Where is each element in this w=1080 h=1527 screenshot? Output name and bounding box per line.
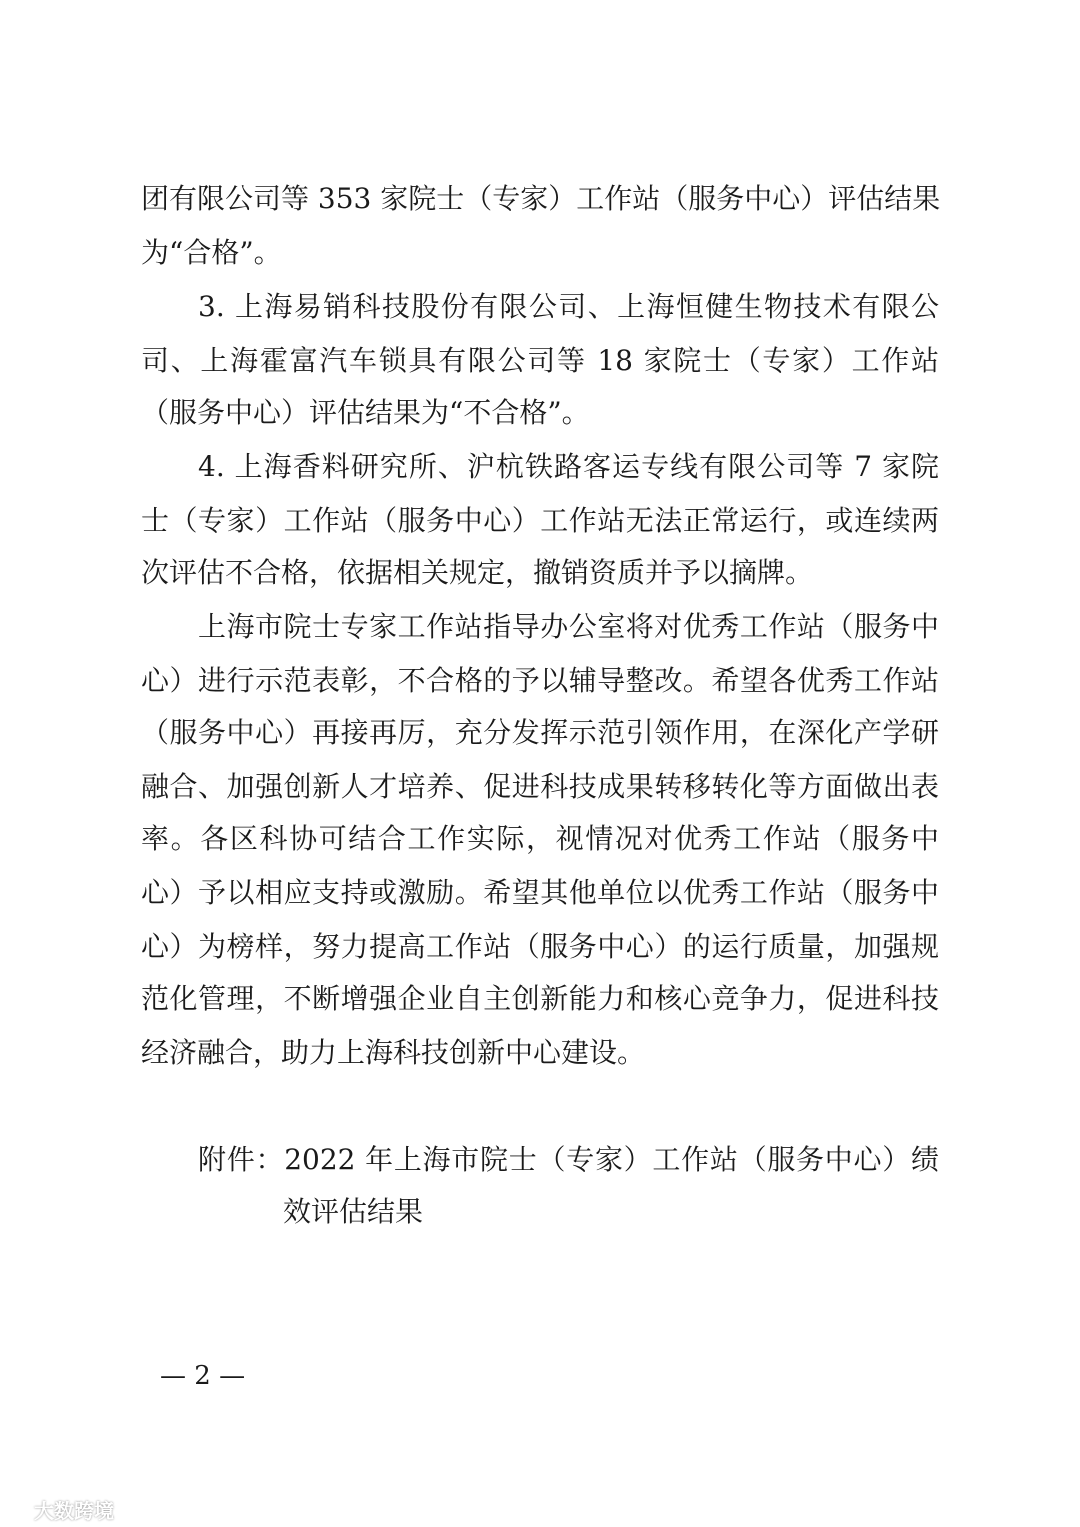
para-line-9: 经济融合，助力上海科技创新中心建设。 xyxy=(141,1036,646,1069)
attachment-line-2: 效评估结果 xyxy=(283,1195,424,1228)
item-4-line-2: 士（专家）工作站（服务中心）工作站无法正常运行，或连续两 xyxy=(141,504,939,537)
item-4-line-1: 4. 上海香料研究所、沪杭铁路客运专线有限公司等 7 家院 xyxy=(198,450,939,483)
item-3-line-3: （服务中心）评估结果为“不合格”。 xyxy=(141,396,590,429)
item-3-line-2: 司、上海霍富汽车锁具有限公司等 18 家院士（专家）工作站 xyxy=(141,344,939,377)
para-line-5: 率。各区科协可结合工作实际，视情况对优秀工作站（服务中 xyxy=(141,822,939,855)
body-line-1: 团有限公司等 353 家院士（专家）工作站（服务中心）评估结果 xyxy=(141,182,941,215)
watermark xyxy=(2,1494,114,1524)
para-line-3: （服务中心）再接再厉，充分发挥示范引领作用，在深化产学研 xyxy=(141,716,939,749)
weibo-logo-icon xyxy=(2,1498,28,1520)
para-line-8: 范化管理，不断增强企业自主创新能力和核心竞争力，促进科技 xyxy=(141,982,939,1015)
para-line-2: 心）进行示范表彰，不合格的予以辅导整改。希望各优秀工作站 xyxy=(141,664,939,697)
page-number: — 2 — xyxy=(160,1361,246,1391)
watermark-text: 大数跨境 xyxy=(34,1498,114,1523)
para-line-4: 融合、加强创新人才培养、促进科技成果转移转化等方面做出表 xyxy=(141,770,939,803)
item-4-line-3: 次评估不合格，依据相关规定，撤销资质并予以摘牌。 xyxy=(141,556,814,589)
item-3-line-1: 3. 上海易销科技股份有限公司、上海恒健生物技术有限公 xyxy=(198,290,939,323)
para-line-7: 心）为榜样，努力提高工作站（服务中心）的运行质量，加强规 xyxy=(141,930,939,963)
attachment-line-1: 附件：2022 年上海市院士（专家）工作站（服务中心）绩 xyxy=(198,1143,939,1176)
body-line-2: 为“合格”。 xyxy=(141,236,282,269)
para-line-6: 心）予以相应支持或激励。希望其他单位以优秀工作站（服务中 xyxy=(141,876,939,909)
para-line-1: 上海市院士专家工作站指导办公室将对优秀工作站（服务中 xyxy=(198,610,939,643)
